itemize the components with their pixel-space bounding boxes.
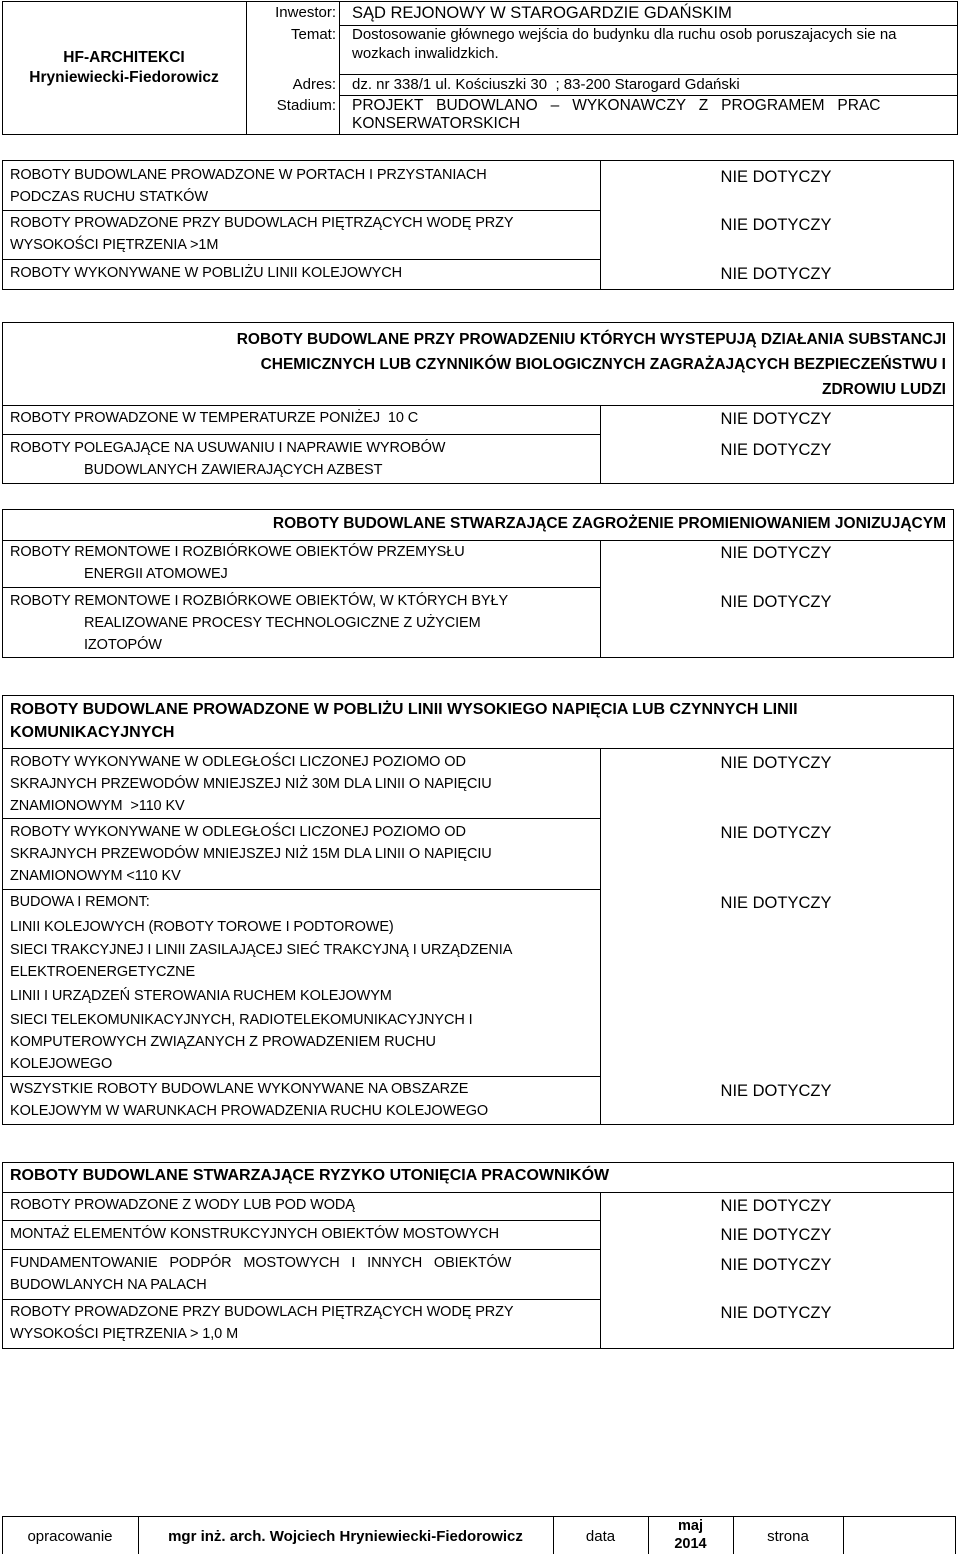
row-divider bbox=[2, 1076, 600, 1077]
status-value: NIE DOTYCZY bbox=[720, 441, 832, 459]
row-divider bbox=[2, 1220, 600, 1221]
status-value: NIE DOTYCZY bbox=[720, 265, 832, 283]
status-value: NIE DOTYCZY bbox=[720, 1226, 832, 1244]
row-text: FUNDAMENTOWANIE PODPÓR MOSTOWYCH I INNYCH OBIEKTÓW bbox=[10, 1255, 512, 1271]
status-value: NIE DOTYCZY bbox=[720, 1304, 832, 1322]
topic-line2: wozkach inwalidzkich. bbox=[352, 45, 499, 62]
topic-label: Temat: bbox=[290, 26, 336, 43]
company-name-block bbox=[2, 1, 247, 135]
address-value: dz. nr 338/1 ul. Kościuszki 30 ; 83-200 Starogard Gdański bbox=[352, 76, 740, 93]
company-line2: Hryniewiecki-Fiedorowicz bbox=[29, 69, 219, 86]
stage-label: Stadium: bbox=[276, 97, 336, 114]
column-divider bbox=[600, 748, 601, 1125]
status-value: NIE DOTYCZY bbox=[720, 410, 832, 428]
status-value: NIE DOTYCZY bbox=[720, 894, 832, 912]
row-text: ELEKTROENERGETYCZNE bbox=[10, 964, 196, 980]
status-value: NIE DOTYCZY bbox=[720, 1197, 832, 1215]
row-text: SKRAJNYCH PRZEWODÓW MNIEJSZEJ NIŻ 15M DLA LINII O NAPIĘCIU bbox=[10, 846, 492, 862]
section-title: ROBOTY BUDOWLANE PROWADZONE W POBLIŻU LINII WYSOKIEGO NAPIĘCIA LUB CZYNNYCH LINII bbox=[10, 701, 798, 718]
status-value: NIE DOTYCZY bbox=[720, 168, 832, 186]
page-label: strona bbox=[767, 1527, 809, 1545]
section-title: ROBOTY BUDOWLANE STWARZAJĄCE ZAGROŻENIE PROMIENIOWANIEM JONIZUJĄCYM bbox=[272, 515, 946, 532]
row-text: KOLEJOWYM W WARUNKACH PROWADZENIA RUCHU KOLEJOWEGO bbox=[10, 1103, 489, 1119]
row-text: BUDOWLANYCH ZAWIERAJĄCYCH AZBEST bbox=[84, 462, 383, 478]
row-text: REALIZOWANE PROCESY TECHNOLOGICZNE Z UŻYCIEM bbox=[84, 615, 481, 631]
date-label: data bbox=[585, 1527, 616, 1545]
company-line1: HF-ARCHITEKCI bbox=[63, 49, 185, 66]
investor-label: Inwestor: bbox=[275, 4, 336, 21]
row-text: WSZYSTKIE ROBOTY BUDOWLANE WYKONYWANE NA OBSZARZE bbox=[10, 1081, 469, 1097]
row-text: KOLEJOWEGO bbox=[10, 1056, 113, 1072]
row-divider bbox=[2, 434, 600, 435]
row-text: ENERGII ATOMOWEJ bbox=[84, 566, 228, 582]
row-text: ROBOTY POLEGAJĄCE NA USUWANIU I NAPRAWIE WYROBÓW bbox=[10, 440, 446, 456]
row-divider bbox=[2, 818, 600, 819]
section-title: KOMUNIKACYJNYCH bbox=[10, 724, 175, 741]
header-separator bbox=[340, 95, 958, 96]
date-year: 2014 bbox=[674, 1536, 707, 1552]
row-text: ROBOTY PROWADZONE PRZY BUDOWLACH PIĘTRZĄCYCH WODĘ PRZY bbox=[10, 215, 514, 231]
row-divider bbox=[2, 748, 954, 749]
row-text: ROBOTY REMONTOWE I ROZBIÓRKOWE OBIEKTÓW PRZEMYSŁU bbox=[10, 544, 465, 560]
date-value bbox=[648, 1516, 733, 1554]
row-text: ZNAMIONOWYM >110 KV bbox=[10, 798, 185, 814]
row-text: ROBOTY PROWADZONE PRZY BUDOWLACH PIĘTRZĄCYCH WODĘ PRZY bbox=[10, 1304, 514, 1320]
row-text: ROBOTY WYKONYWANE W ODLEGŁOŚCI LICZONEJ POZIOMO OD bbox=[10, 824, 466, 840]
address-label: Adres: bbox=[292, 76, 336, 93]
row-text: ROBOTY WYKONYWANE W ODLEGŁOŚCI LICZONEJ POZIOMO OD bbox=[10, 754, 466, 770]
row-text: ROBOTY BUDOWLANE PROWADZONE W PORTACH I PRZYSTANIACH bbox=[10, 167, 487, 183]
row-text: ROBOTY PROWADZONE W TEMPERATURZE PONIŻEJ 10 C bbox=[10, 410, 419, 426]
row-divider bbox=[2, 1299, 600, 1300]
status-value: NIE DOTYCZY bbox=[720, 1082, 832, 1100]
row-text: BUDOWLANYCH NA PALACH bbox=[10, 1277, 207, 1293]
row-text: ROBOTY PROWADZONE Z WODY LUB POD WODĄ bbox=[10, 1197, 355, 1213]
row-divider bbox=[2, 259, 600, 260]
row-text: SIECI TRAKCYJNEJ I LINII ZASILAJĄCEJ SIEĆ TRAKCYJNĄ I URZĄDZENIA bbox=[10, 942, 513, 958]
header-separator bbox=[340, 74, 958, 75]
section-title: ROBOTY BUDOWLANE STWARZAJĄCE RYZYKO UTONIĘCIA PRACOWNIKÓW bbox=[10, 1167, 610, 1184]
status-value: NIE DOTYCZY bbox=[720, 216, 832, 234]
topic-line1: Dostosowanie głównego wejścia do budynku dla ruchu osob poruszajacych sie na bbox=[352, 26, 897, 43]
row-text: LINII I URZĄDZEŃ STEROWANIA RUCHEM KOLEJOWYM bbox=[10, 988, 392, 1004]
row-text: IZOTOPÓW bbox=[84, 637, 162, 653]
row-divider bbox=[2, 587, 600, 588]
status-value: NIE DOTYCZY bbox=[720, 593, 832, 611]
row-text: BUDOWA I REMONT: bbox=[10, 894, 150, 910]
row-text: ROBOTY WYKONYWANE W POBLIŻU LINII KOLEJOWYCH bbox=[10, 265, 402, 281]
stage-line2: KONSERWATORSKICH bbox=[352, 115, 521, 132]
date-month: maj bbox=[678, 1518, 703, 1534]
status-value: NIE DOTYCZY bbox=[720, 754, 832, 772]
row-text: KOMPUTEROWYCH ZWIĄZANYCH Z PROWADZENIEM RUCHU bbox=[10, 1034, 436, 1050]
row-divider bbox=[2, 1192, 954, 1193]
prepared-label: opracowanie bbox=[27, 1527, 113, 1545]
investor-value: SĄD REJONOWY W STAROGARDZIE GDAŃSKIM bbox=[352, 4, 732, 22]
row-text: ZNAMIONOWYM <110 KV bbox=[10, 868, 181, 884]
section-title: ROBOTY BUDOWLANE PRZY PROWADZENIU KTÓRYCH WYSTEPUJĄ DZIAŁANIA SUBSTANCJI bbox=[236, 331, 946, 348]
status-value: NIE DOTYCZY bbox=[720, 544, 832, 562]
section-title: ZDROWIU LUDZI bbox=[822, 381, 946, 398]
row-text: PODCZAS RUCHU STATKÓW bbox=[10, 189, 208, 205]
stage-line1: PROJEKT BUDOWLANO – WYKONAWCZY Z PROGRAMEM PRAC bbox=[352, 97, 881, 114]
section-title: CHEMICZNYCH LUB CZYNNIKÓW BIOLOGICZNYCH ZAGRAŻAJĄCYCH BEZPIECZEŃSTWU I bbox=[260, 356, 946, 373]
row-text: WYSOKOŚCI PIĘTRZENIA > 1,0 M bbox=[10, 1326, 239, 1342]
row-text: ROBOTY REMONTOWE I ROZBIÓRKOWE OBIEKTÓW, W KTÓRYCH BYŁY bbox=[10, 593, 509, 609]
page-number bbox=[843, 1518, 956, 1554]
row-divider bbox=[2, 210, 600, 211]
status-value: NIE DOTYCZY bbox=[720, 824, 832, 842]
row-divider bbox=[2, 889, 600, 890]
row-text: MONTAŻ ELEMENTÓW KONSTRUKCYJNYCH OBIEKTÓW MOSTOWYCH bbox=[10, 1226, 499, 1242]
author-name: mgr inż. arch. Wojciech Hryniewiecki-Fiedorowicz bbox=[168, 1527, 523, 1545]
row-divider bbox=[2, 1249, 600, 1250]
row-divider bbox=[2, 405, 954, 406]
row-text: WYSOKOŚCI PIĘTRZENIA >1M bbox=[10, 237, 219, 253]
row-text: LINII KOLEJOWYCH (ROBOTY TOROWE I PODTOROWE) bbox=[10, 919, 394, 935]
status-value: NIE DOTYCZY bbox=[720, 1256, 832, 1274]
row-text: SIECI TELEKOMUNIKACYJNYCH, RADIOTELEKOMUNIKACYJNYCH I bbox=[10, 1012, 473, 1028]
row-text: SKRAJNYCH PRZEWODÓW MNIEJSZEJ NIŻ 30M DLA LINII O NAPIĘCIU bbox=[10, 776, 492, 792]
